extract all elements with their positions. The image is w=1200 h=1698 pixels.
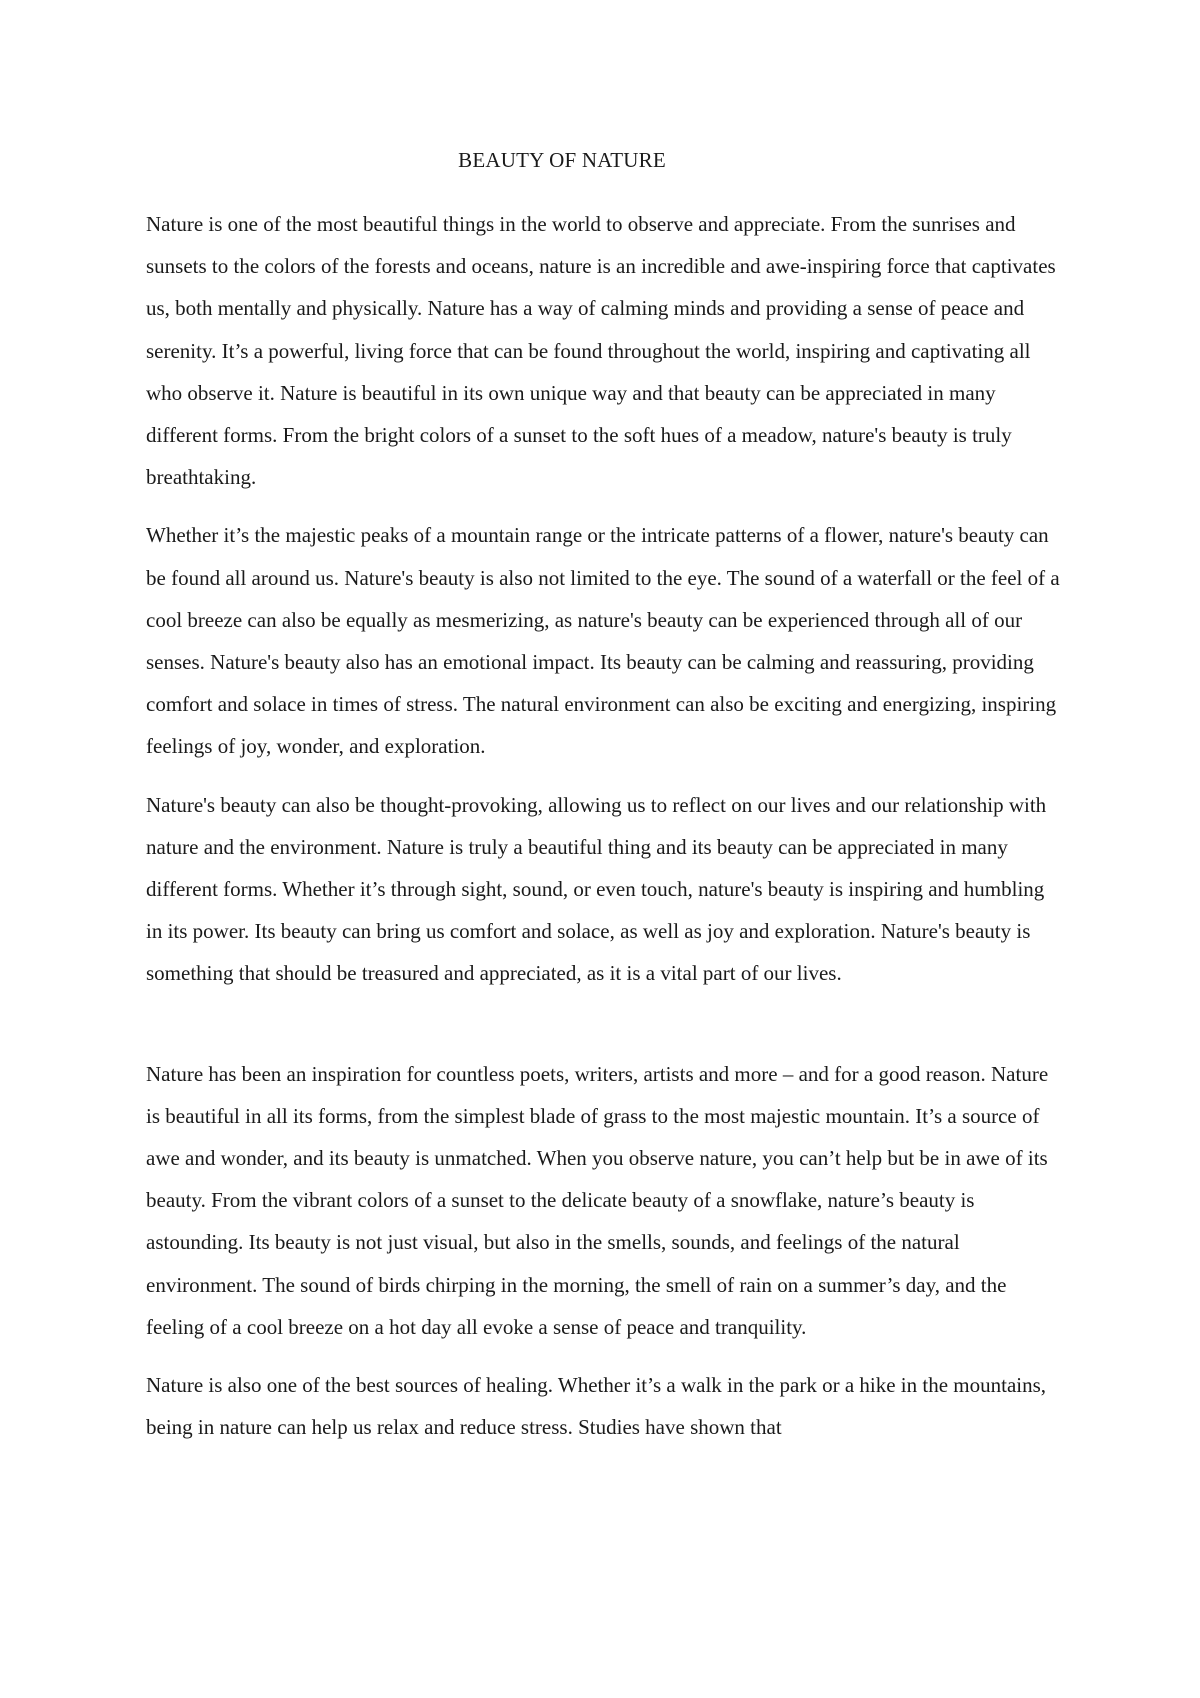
document-body <box>146 203 1061 1464</box>
document-title: BEAUTY OF NATURE <box>458 148 666 172</box>
paragraph-3: Nature's beauty can also be thought-provoking, allowing us to reflect on our lives and our relationship with nature and the environment. Nature is truly a beautiful thing and its beauty can be appreciated in many different forms. Whether it’s through sight, sound, or even touch, nature's beauty is inspiring and humbling in its power. Its beauty can bring us comfort and solace, as well as joy and exploration. Nature's beauty is something that should be treasured and appreciated, as it is a vital part of our lives. <box>146 792 1047 986</box>
paragraph-2: Whether it’s the majestic peaks of a mountain range or the intricate patterns of a flower, nature's beauty can be found all around us. Nature's beauty is also not limited to the eye. The sound of a waterfall or the feel of a cool breeze can also be equally as mesmerizing, as nature's beauty can be experienced through all of our senses. Nature's beauty also has an emotional impact. Its beauty can be calming and reassuring, providing comfort and solace in times of stress. The natural environment can also be exciting and energizing, inspiring feelings of joy, wonder, and exploration. <box>146 523 1060 759</box>
paragraph-1: Nature is one of the most beautiful things in the world to observe and appreciate. From the sunrises and sunsets to the colors of the forests and oceans, nature is an incredible and awe-inspiring force that captivates us, both mentally and physically. Nature has a way of calming minds and providing a sense of peace and serenity. It’s a powerful, living force that can be found throughout the world, inspiring and captivating all who observe it. Nature is beautiful in its own unique way and that beauty can be appreciated in many different forms. From the bright colors of a sunset to the soft hues of a meadow, nature's beauty is truly breathtaking. <box>146 212 1056 490</box>
paragraph-4: Nature has been an inspiration for countless poets, writers, artists and more – and for a good reason. Nature is beautiful in all its forms, from the simplest blade of grass to the most majestic mountain. It’s a source of awe and wonder, and its beauty is unmatched. When you observe nature, you can’t help but be in awe of its beauty. From the vibrant colors of a sunset to the delicate beauty of a snowflake, nature’s beauty is astounding. Its beauty is not just visual, but also in the smells, sounds, and feelings of the natural environment. The sound of birds chirping in the morning, the smell of rain on a summer’s day, and the feeling of a cool breeze on a hot day all evoke a sense of peace and tranquility. <box>146 1061 1049 1339</box>
paragraph-5: Nature is also one of the best sources of healing. Whether it’s a walk in the park or a hike in the mountains, being in nature can help us relax and reduce stress. Studies have shown that <box>146 1373 1047 1440</box>
